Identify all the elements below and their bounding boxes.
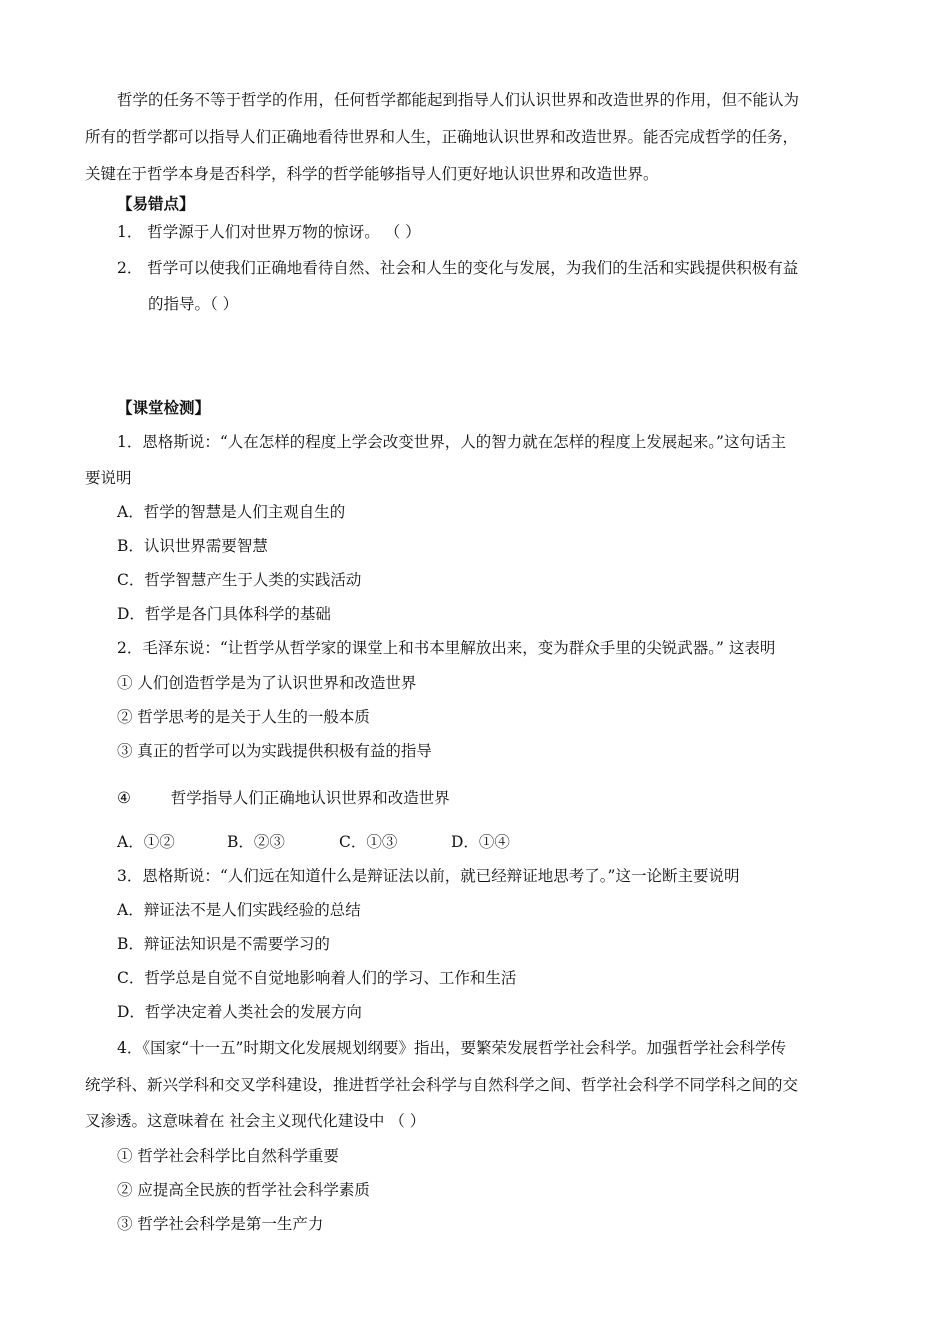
question-1-option-b: B．认识世界需要智慧 <box>117 537 268 555</box>
question-2-statement-2: ② 哲学思考的是关于人生的一般本质 <box>117 708 370 726</box>
error-item-2-line-1: 2． 哲学可以使我们正确地看待自然、社会和人生的变化与发展，为我们的生活和实践提供积极有益 <box>117 259 799 277</box>
question-1-line-1: 1．恩格斯说：“人在怎样的程度上学会改变世界，人的智力就在怎样的程度上发展起来。”这句话主 <box>117 433 786 451</box>
statement-4-text: 哲学指导人们正确地认识世界和改造世界 <box>170 789 450 807</box>
question-4-line-3: 叉渗透。这意味着在 社会主义现代化建设中 （ ） <box>85 1112 426 1130</box>
question-4-statement-1: ① 哲学社会科学比自然科学重要 <box>117 1147 339 1165</box>
question-3-stem: 3．恩格斯说：“人们远在知道什么是辩证法以前，就已经辩证地思考了。”这一论断主要说明 <box>117 867 740 885</box>
question-1-option-c: C．哲学智慧产生于人类的实践活动 <box>117 571 362 589</box>
question-2-option-d: D．①④ <box>451 833 510 851</box>
class-test-heading: 【课堂检测】 <box>117 398 211 417</box>
question-3-option-c: C．哲学总是自觉不自觉地影响着人们的学习、工作和生活 <box>117 969 517 987</box>
question-2-stem: 2．毛泽东说：“让哲学从哲学家的课堂上和书本里解放出来，变为群众手里的尖锐武器。” 这表明 <box>117 639 776 657</box>
error-item-2-line-2: 的指导。（ ） <box>148 295 239 313</box>
question-2-option-c: C．①③ <box>339 833 398 851</box>
question-3-option-d: D．哲学决定着人类社会的发展方向 <box>117 1003 362 1021</box>
question-4-line-1: 4．《国家“十一五”时期文化发展规划纲要》指出，要繁荣发展哲学社会科学。加强哲学社会科学传 <box>117 1039 786 1057</box>
question-2-statement-4 <box>117 788 450 808</box>
question-3-option-a: A．辩证法不是人们实践经验的总结 <box>117 901 361 919</box>
error-points-heading: 【易错点】 <box>117 194 195 213</box>
intro-line-2: 所有的哲学都可以指导人们正确地看待世界和人生，正确地认识世界和改造世界。能否完成哲学的任务， <box>85 128 799 146</box>
question-4-statement-3: ③ 哲学社会科学是第一生产力 <box>117 1215 324 1233</box>
intro-line-3: 关键在于哲学本身是否科学，科学的哲学能够指导人们更好地认识世界和改造世界。 <box>85 165 659 183</box>
question-4-statement-2: ② 应提高全民族的哲学社会科学素质 <box>117 1181 370 1199</box>
question-1-line-2: 要说明 <box>85 469 132 487</box>
question-2-option-a: A．①② <box>117 833 175 851</box>
question-2-option-b: B．②③ <box>227 833 285 851</box>
question-2-options <box>117 832 510 852</box>
question-3-option-b: B．辩证法知识是不需要学习的 <box>117 935 330 953</box>
statement-4-number: ④ <box>117 789 131 807</box>
error-item-1: 1． 哲学源于人们对世界万物的惊讶。 （ ） <box>117 223 421 241</box>
question-2-statement-3: ③ 真正的哲学可以为实践提供积极有益的指导 <box>117 742 432 760</box>
question-2-statement-1: ① 人们创造哲学是为了认识世界和改造世界 <box>117 674 417 692</box>
intro-line-1: 哲学的任务不等于哲学的作用，任何哲学都能起到指导人们认识世界和改造世界的作用，但不能认为 <box>117 91 800 109</box>
question-4-line-2: 统学科、新兴学科和交叉学科建设，推进哲学社会科学与自然科学之间、哲学社会科学不同学科之间的交 <box>85 1076 799 1094</box>
question-1-option-d: D．哲学是各门具体科学的基础 <box>117 605 331 623</box>
question-1-option-a: A．哲学的智慧是人们主观自生的 <box>117 503 346 521</box>
